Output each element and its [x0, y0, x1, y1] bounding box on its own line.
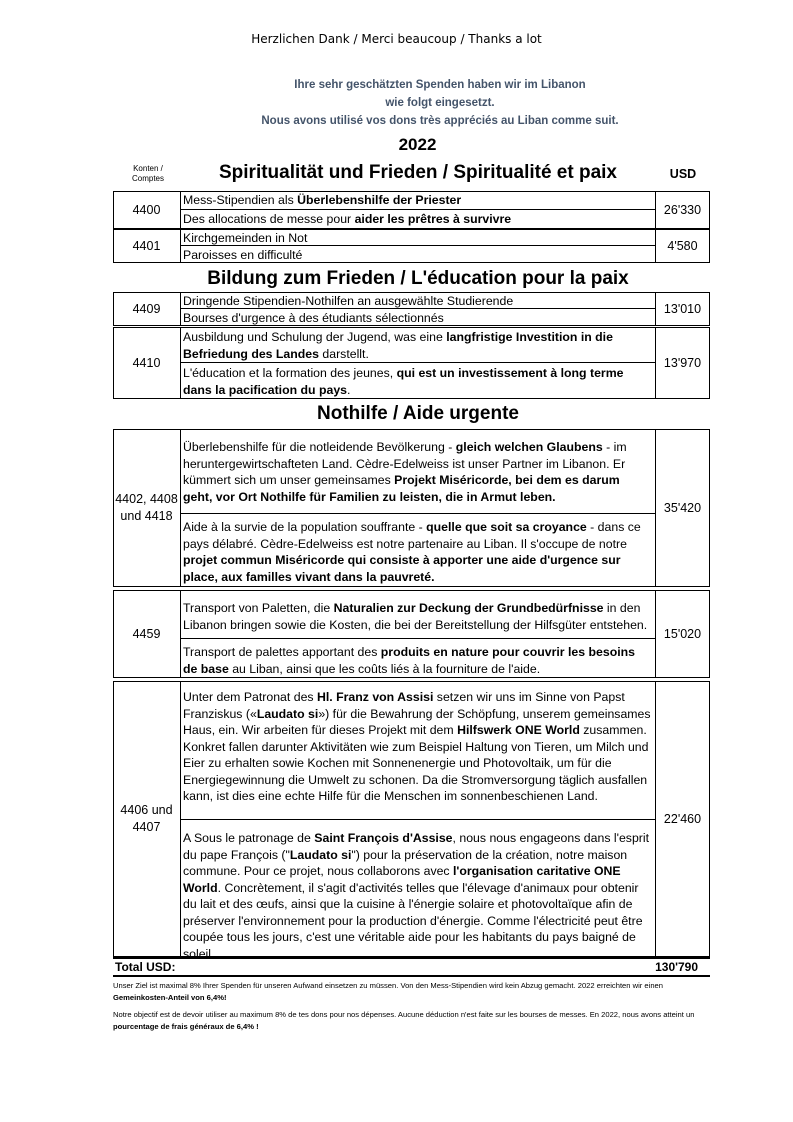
amount-value: 13'970 [663, 356, 702, 370]
account-number: 4400 [132, 202, 161, 217]
description-de: Transport von Paletten, die Naturalien zur Deckung der Grundbedürfnisse in den Libanon bringen sowie die Kosten, die bei der Bereitstellung der Hilfsgüter entstehen. [183, 601, 648, 632]
section-title-emergency: Nothilfe / Aide urgente [317, 403, 519, 424]
intro-de-line-2: wie folgt eingesetzt. [385, 97, 495, 109]
thanks-line: Herzlichen Dank / Merci beaucoup / Thanks a lot [251, 32, 542, 46]
description-fr: Aide à la survie de la population souffrante - quelle que soit sa croyance - dans ce pays délabré. Cèdre-Edelweiss est notre partenaire au Liban. Il s'occupe de notre projet commun Miséricorde qui consiste à apporter une aide d'urgence sur place, aux familles vivant dans la pauvreté. [183, 520, 641, 584]
section-title-spirituality: Spiritualität und Frieden / Spiritualité et paix [219, 162, 617, 183]
total-rule-bottom [113, 975, 710, 977]
total-label: Total USD: [115, 960, 176, 974]
description-de: Überlebenshilfe für die notleidende Bevölkerung - gleich welchen Glaubens - im heruntergewirtschafteten Land. Cèdre-Edelweiss ist unser Partner im Libanon. Er kümmert sich um unser gemeinsames Projekt Miséricorde, bei dem es darum geht, vor Ort Nothilfe für Familien zu leisten, die in Armut leben. [183, 440, 627, 504]
account-number: 4459 [132, 626, 161, 641]
accounts-column-label [118, 164, 178, 184]
amount-value: 15'020 [663, 627, 702, 641]
account-line-2: 4407 [132, 820, 161, 834]
account-line-1: 4406 und [120, 803, 173, 817]
account-line-2: und 4418 [120, 509, 173, 523]
description-de: Mess-Stipendien als Überlebenshilfe der Priester [183, 193, 462, 207]
year-heading: 2022 [398, 135, 437, 154]
description-fr: Bourses d'urgence à des étudiants sélectionnés [183, 311, 444, 325]
description-fr: Paroisses en difficulté [183, 248, 303, 262]
description-de: Unter dem Patronat des Hl. Franz von Assisi setzen wir uns im Sinne von Papst Franziskus («Laudato si») für die Bewahrung der Schöpfung, unserem gemeinsames Haus, ein. Wir arbeiten für dieses Projekt mit dem Hilfswerk ONE World zusammen. Konkret fallen darunter Aktivitäten wie zum Beispiel Haltung von Tieren, um Milch und Eier zu erhalten sowie Kochen mit Sonnenenergie und Photovoltaik, um für die Energiegewinnung die Umwelt zu schonen. Da die Stromversorgung täglich ausfallen kann, ist dies eine echte Hilfe für die Menschen im sonnenbeschienen Land. [183, 690, 651, 803]
description-fr: L'éducation et la formation des jeunes, qui est un investissement à long terme dans la pacification du pays. [183, 366, 624, 397]
description-fr: Transport de palettes apportant des produits en nature pour couvrir les besoins de base au Liban, ainsi que les coûts liés à la fourniture de l'aide. [183, 645, 635, 676]
account-number: 4401 [132, 238, 161, 253]
section-title-education: Bildung zum Frieden / L'éducation pour la paix [207, 268, 629, 289]
description-de: Ausbildung und Schulung der Jugend, was eine langfristige Investition in die Befriedung des Landes darstellt. [183, 330, 613, 361]
description-de: Dringende Stipendien-Nothilfen an ausgewählte Studierende [183, 294, 514, 308]
account-number: 4409 [132, 301, 161, 316]
account-number: 4410 [132, 355, 161, 370]
amount-value: 26'330 [663, 203, 702, 217]
account-number [113, 681, 180, 957]
footnote-fr: Notre objectif est de devoir utiliser au maximum 8% de tes dons pour nos dépenses. Aucune déduction n'est faite sur les bourses de messes. En 2022, nous avons atteint un pourcentage de frais généraux de 6,4% ! [113, 1010, 695, 1031]
footnote-de: Unser Ziel ist maximal 8% Ihrer Spenden für unseren Aufwand einsetzen zu müssen. Von den Mess-Stipendien wird kein Abzug gemacht. 2022 erreichten wir einen Gemeinkosten-Anteil von 6,4%! [113, 981, 664, 1002]
intro-fr-line: Nous avons utilisé vos dons très appréciés au Liban comme suit. [261, 115, 619, 127]
accounts-label-de: Konten / [133, 164, 163, 173]
accounts-label-fr: Comptes [131, 174, 164, 183]
total-rule-top [113, 957, 710, 959]
account-line-1: 4402, 4408 [115, 492, 178, 506]
amount-value: 22'460 [663, 812, 702, 826]
amount-value: 4'580 [667, 239, 698, 253]
currency-label: USD [669, 167, 697, 181]
description-fr: Des allocations de messe pour aider les prêtres à survivre [183, 212, 512, 226]
description-de: Kirchgemeinden in Not [183, 231, 308, 245]
description-fr: A Sous le patronage de Saint François d'Assise, nous nous engageons dans l'esprit du pape François ("Laudato si") pour la préservation de la création, notre maison commune. Pour ce projet, nous collaborons avec l'organisation caritative ONE World. Concrètement, il s'agit d'activités telles que l'élevage d'animaux pour obtenir du lait et des œufs, ainsi que la cuisine à l'énergie solaire et photovoltaïque afin de préserver l'environnement pour la production d'énergie. Comme l'électricité peut être coupée tous les jours, c'est une véritable aide pour les habitants du pays baigné de soleil. [183, 831, 650, 961]
total-value: 130'790 [655, 960, 698, 974]
amount-value: 13'010 [663, 302, 702, 316]
account-number [113, 429, 180, 587]
intro-de-line-1: Ihre sehr geschätzten Spenden haben wir im Libanon [294, 79, 586, 91]
amount-value: 35'420 [663, 501, 702, 515]
